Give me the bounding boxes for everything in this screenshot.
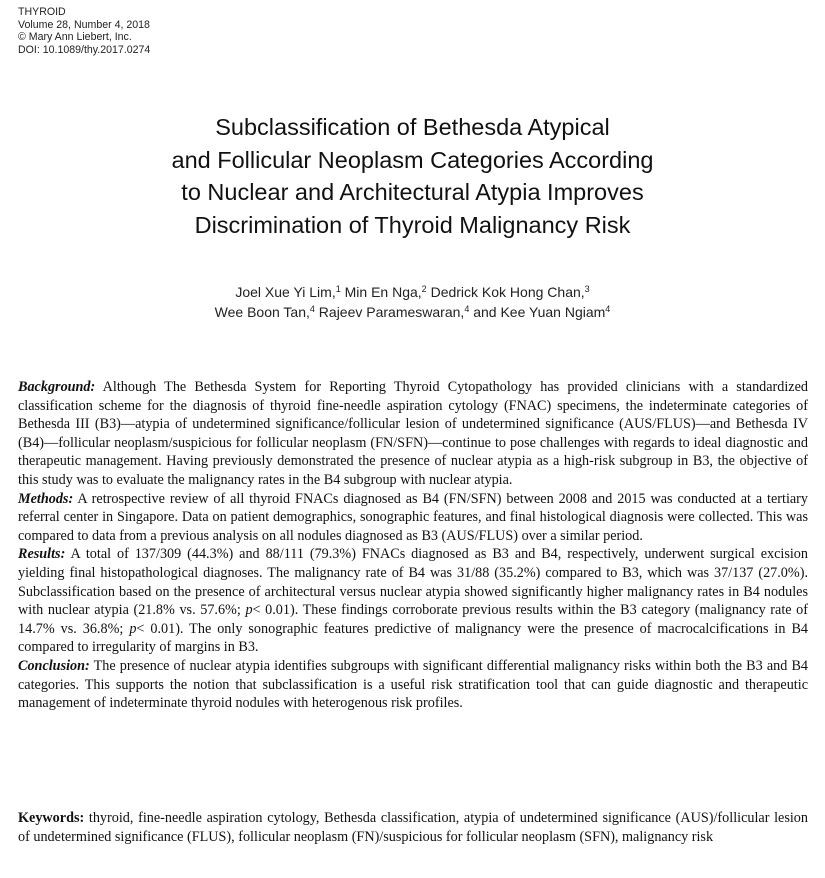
title-line: Discrimination of Thyroid Malignancy Risk (194, 211, 631, 238)
author-name: Wee Boon Tan, (214, 304, 310, 320)
abstract-methods (18, 490, 808, 546)
journal-doi: DOI: 10.1089/thy.2017.0274 (18, 43, 151, 56)
abstract (18, 378, 808, 713)
author-name: Joel Xue Yi Lim, (235, 284, 336, 300)
journal-volume: Volume 28, Number 4, 2018 (18, 18, 150, 31)
conclusion-label: Conclusion: (18, 657, 90, 674)
p-value-symbol: p (129, 620, 137, 637)
results-text: A total of 137/309 (44.3%) and 88/111 (79.3%) FNACs diagnosed as B3 and B4, respectively, underwent surgical excision yielding final histopathological diagnoses. The malignancy rate of B4 was 31/88 (35.2%) compared to B3, which was 37/137 (27.0%). Subclassification based on the presence of architectural versus nuclear atypia showed significantly higher malignancy rates in B4 nodules with nuclear atypia (21.8% vs. 57.6%; (18, 546, 808, 619)
author-affiliation: 2 (421, 284, 427, 294)
journal-header (18, 6, 150, 56)
background-text: Although The Bethesda System for Reporting Thyroid Cytopathology has provided clinicians with a standardized classification scheme for the diagnosis of thyroid fine-needle aspiration cytology (FNAC) specimens, the indeterminate categories of Bethesda III (B3)—atypia of undetermined significance/follicular lesion of undetermined significance (AUS/FLUS)—and Bethesda IV (B4)—follicular neoplasm/suspicious for follicular neoplasm (FN/SFN)—continue to pose challenges with regards to ideal diagnostic and therapeutic management. Having previously demonstrated the presence of nuclear atypia as a high-risk subgroup in B3, the objective of this study was to evaluate the malignancy rates in the B4 subgroup with nuclear atypia. (18, 379, 808, 488)
title-line: and Follicular Neoplasm Categories According (171, 146, 654, 173)
journal-name: THYROID (18, 6, 66, 18)
conclusion-text: The presence of nuclear atypia identifies subgroups with significant differential malignancy risks within both the B3 and B4 categories. This supports the notion that subclassification is a useful risk stratification tool that can guide diagnostic and therapeutic management of indeterminate thyroid nodules with heterogenous risk profiles. (18, 657, 808, 712)
keywords (18, 809, 808, 846)
author-name: and Kee Yuan Ngiam (473, 304, 606, 320)
journal-copyright: © Mary Ann Liebert, Inc. (18, 31, 132, 44)
methods-label: Methods: (18, 490, 74, 507)
results-text: < 0.01). These findings corroborate previous results within the B3 category (malignancy rate of 14.7% vs. 36.8%; (18, 602, 809, 637)
paper-title (0, 111, 825, 241)
background-label: Background: (18, 379, 96, 395)
author-line (0, 282, 825, 302)
author-name: Rajeev Parameswaran, (318, 304, 465, 320)
author-affiliation: 4 (309, 304, 315, 314)
author-line (0, 302, 825, 322)
title-line: to Nuclear and Architectural Atypia Improves (181, 179, 644, 205)
author-list (0, 282, 825, 322)
author-affiliation: 3 (584, 284, 590, 294)
keywords-text: thyroid, fine-needle aspiration cytology, Bethesda classification, atypia of undetermined significance (AUS)/follicular lesion of undetermined significance (FLUS), follicular neoplasm (FN)/suspicious for follicular neoplasm (SFN), malignancy risk (18, 810, 808, 845)
results-label: Results: (18, 546, 66, 563)
author-affiliation: 1 (335, 284, 341, 294)
abstract-background (18, 378, 808, 490)
author-name: Dedrick Kok Hong Chan, (430, 284, 585, 300)
results-text: < 0.01). The only sonographic features predictive of malignancy were the presence of macrocalcifications in B4 compared to irregularity of margins in B3. (18, 620, 808, 656)
methods-text: A retrospective review of all thyroid FNACs diagnosed as B4 (FN/SFN) between 2008 and 2015 was conducted at a tertiary referral center in Singapore. Data on patient demographics, sonographic features, and final histological diagnosis were collected. This was compared to data from a previous analysis on all nodules diagnosed as B3 (AUS/FLUS) over a similar period. (18, 490, 808, 544)
author-affiliation: 4 (605, 304, 611, 314)
abstract-conclusion (18, 657, 808, 713)
author-affiliation: 4 (464, 304, 470, 314)
keywords-label: Keywords: (18, 810, 85, 826)
p-value-symbol: p (245, 602, 253, 619)
abstract-results (18, 545, 808, 657)
title-line: Subclassification of Bethesda Atypical (215, 114, 610, 140)
author-name: Min En Nga, (344, 284, 422, 300)
